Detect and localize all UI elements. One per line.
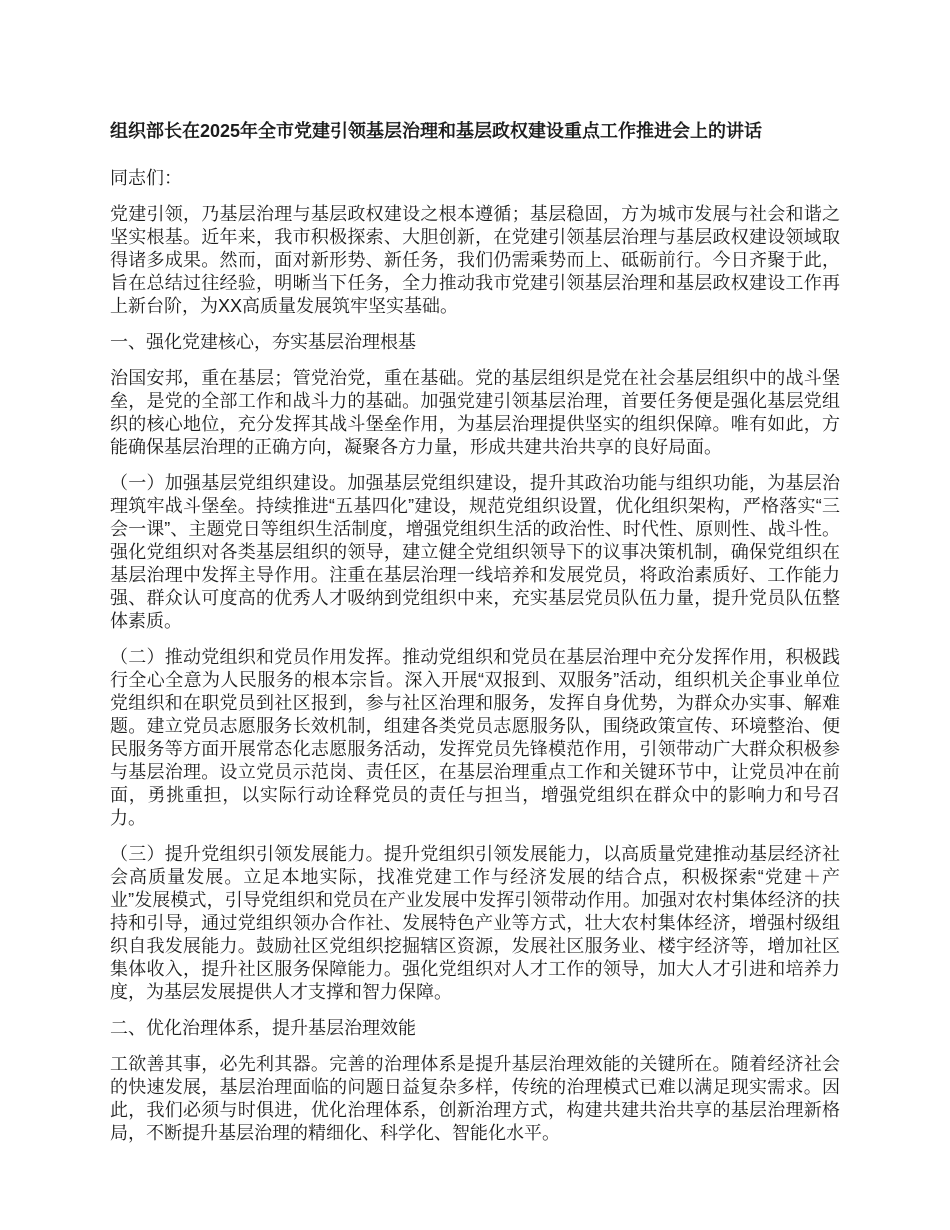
paragraph-section2-lead: 工欲善其事，必先利其器。完善的治理体系是提升基层治理效能的关键所在。随着经济社会的快速发展，基层治理面临的问题日益复杂多样，传统的治理模式已难以满足现实需求。因此，我们必须与时俱进，优化治理体系，创新治理方式，构建共建共治共享的基层治理新格局，不断提升基层治理的精细化、科学化、智能化水平。 <box>110 1054 840 1143</box>
paragraph-intro: 党建引领，乃基层治理与基层政权建设之根本遵循；基层稳固，方为城市发展与社会和谐之坚实根基。近年来，我市积极探索、大胆创新，在党建引领基层治理与基层政权建设领域取得诸多成果。然而，面对新形势、新任务，我们仍需乘势而上、砥砺前行。今日齐聚于此，旨在总结过往经验，明晰当下任务，全力推动我市党建引领基层治理和基层政权建设工作再上新台阶，为XX高质量发展筑牢坚实基础。 <box>110 204 840 316</box>
paragraph-section1-lead: 治国安邦，重在基层；管党治党，重在基础。党的基层组织是党在社会基层组织中的战斗堡垒，是党的全部工作和战斗力的基础。加强党建引领基层治理，首要任务便是强化基层党组织的核心地位，充分发挥其战斗堡垒作用，为基层治理提供坚实的组织保障。唯有如此，方能确保基层治理的正确方向，凝聚各方力量，形成共建共治共享的良好局面。 <box>110 368 840 457</box>
document-title: 组织部长在2025年全市党建引领基层治理和基层政权建设重点工作推进会上的讲话 <box>110 121 763 141</box>
paragraph-section1-point2: （二）推动党组织和党员作用发挥。推动党组织和党员在基层治理中充分发挥作用，积极践行全心全意为人民服务的根本宗旨。深入开展“双报到、双服务”活动，组织机关企事业单位党组织和在职党员到社区报到，参与社区治理和服务，发挥自身优势，为群众办实事、解难题。建立党员志愿服务长效机制，组建各类党员志愿服务队，围绕政策宣传、环境整治、便民服务等方面开展常态化志愿服务活动，发挥党员先锋模范作用，引领带动广大群众积极参与基层治理。设立党员示范岗、责任区，在基层治理重点工作和关键环节中，让党员冲在前面，勇挑重担，以实际行动诠释党员的责任与担当，增强党组织在群众中的影响力和号召力。 <box>110 647 840 828</box>
section-heading-2: 二、优化治理体系，提升基层治理效能 <box>110 1018 416 1038</box>
salutation: 同志们： <box>110 168 182 188</box>
paragraph-section1-point3: （三）提升党组织引领发展能力。提升党组织引领发展能力，以高质量党建推动基层经济社会高质量发展。立足本地实际，找准党建工作与经济发展的结合点，积极探索“党建＋产业”发展模式，引导党组织和党员在产业发展中发挥引领带动作用。加强对农村集体经济的扶持和引导，通过党组织领办合作社、发展特色产业等方式，壮大农村集体经济，增强村级组织自我发展能力。鼓励社区党组织挖掘辖区资源，发展社区服务业、楼宇经济等，增加社区集体收入，提升社区服务保障能力。强化党组织对人才工作的领导，加大人才引进和培养力度，为基层发展提供人才支撑和智力保障。 <box>110 844 840 1002</box>
section-heading-1: 一、强化党建核心，夯实基层治理根基 <box>110 332 416 352</box>
paragraph-section1-point1: （一）加强基层党组织建设。加强基层党组织建设，提升其政治功能与组织功能，为基层治理筑牢战斗堡垒。持续推进“五基四化”建设，规范党组织设置，优化组织架构，严格落实“三会一课”、主题党日等组织生活制度，增强党组织生活的政治性、时代性、原则性、战斗性。强化党组织对各类基层组织的领导，建立健全党组织领导下的议事决策机制，确保党组织在基层治理中发挥主导作用。注重在基层治理一线培养和发展党员，将政治素质好、工作能力强、群众认可度高的优秀人才吸纳到党组织中来，充实基层党员队伍力量，提升党员队伍整体素质。 <box>110 473 840 631</box>
